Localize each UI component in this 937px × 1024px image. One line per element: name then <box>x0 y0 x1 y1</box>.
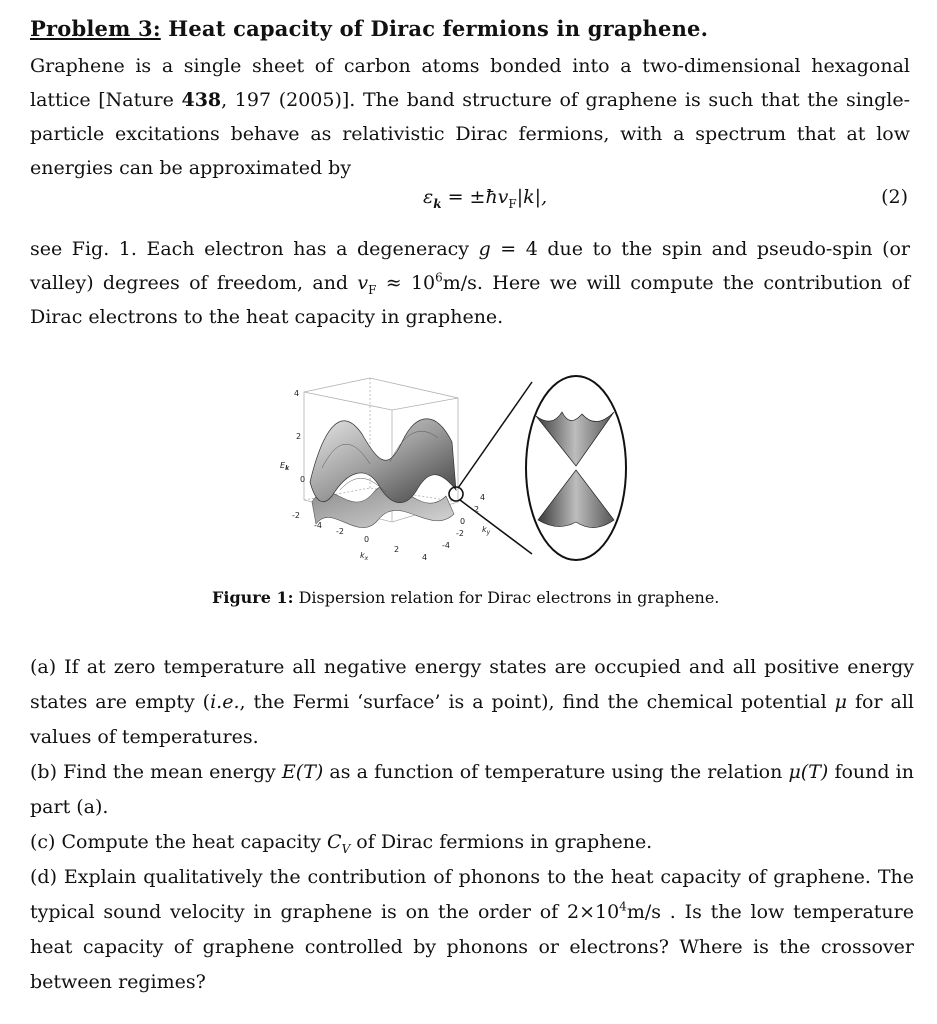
part-c-text-1: (c) Compute the heat capacity <box>30 831 328 853</box>
part-a <box>30 650 914 755</box>
z-tick: 4 <box>294 389 300 398</box>
part-b-text-2: as a function of temperature using the relation <box>323 761 789 783</box>
velocity-exponent: 6 <box>435 270 443 285</box>
ky-tick: -4 <box>442 541 450 550</box>
part-d <box>30 860 914 1000</box>
part-b <box>30 755 914 825</box>
equation-number: (2) <box>881 186 908 208</box>
part-a-text-1: (a) If at zero temperature all negative energy states are occupied and all positive energy states are empty ( <box>30 656 914 713</box>
part-c <box>30 825 914 860</box>
caption-label: Figure 1: <box>212 588 294 607</box>
follow-paragraph <box>30 232 910 334</box>
figure-caption <box>212 588 719 607</box>
dirac-cone-plot <box>270 372 660 582</box>
follow-text-4: m/s. Here we will compute the contribution of Dirac electrons to the heat capacity in graphene. <box>30 272 910 328</box>
eq-abs-k: |k|, <box>516 186 548 208</box>
heat-capacity-symbol: C <box>327 831 342 853</box>
conduction-band-surface <box>310 419 456 503</box>
intro-paragraph <box>30 49 910 185</box>
problem-parts <box>30 650 914 1000</box>
equation-2 <box>30 186 910 220</box>
fermi-velocity-symbol: v <box>357 272 369 294</box>
mu-of-t-symbol: μ(T) <box>788 761 829 783</box>
ky-tick: 0 <box>460 517 466 526</box>
ky-tick: 2 <box>474 505 480 514</box>
ky-tick: 4 <box>480 493 486 502</box>
kx-tick: -2 <box>336 527 344 536</box>
eq-F-subscript: F <box>508 196 517 211</box>
eq-k-subscript: k <box>433 196 442 211</box>
follow-text-2: = 4 due to the spin and pseudo-spin (or valley) degrees of freedom, and <box>30 238 911 294</box>
z-tick: 0 <box>300 475 306 484</box>
zoom-ellipse <box>526 376 626 560</box>
intro-text-2: , 197 (2005)]. The band structure of graphene is such that the single-particle excitations behave as relativistic Dirac fermions, with a spectrum that at low energies can be approximated by <box>30 89 911 179</box>
heat-capacity-subscript: V <box>341 841 351 856</box>
kx-tick: -4 <box>314 521 322 530</box>
journal-volume: 438 <box>181 89 222 111</box>
kx-axis-label: $k_x$ <box>360 551 369 562</box>
kx-tick: 2 <box>394 545 400 554</box>
eq-epsilon: ε <box>423 186 434 208</box>
follow-text-1: see Fig. 1. Each electron has a degeneracy <box>30 238 479 260</box>
intro-text-1: Graphene is a single sheet of carbon atoms bonded into a two-dimensional hexagonal lattice [Nature <box>30 55 910 111</box>
follow-text-3: ≈ 10 <box>376 272 436 294</box>
energy-axis-label: $E_k$ <box>280 461 290 472</box>
chemical-potential-symbol: μ <box>834 691 848 713</box>
ky-tick: -2 <box>456 529 464 538</box>
part-d-text-1: (d) Explain qualitatively the contribution of phonons to the heat capacity of graphene. The typical sound velocity in graphene is on the order of 2×10 <box>30 866 914 923</box>
z-tick: -2 <box>292 511 300 520</box>
eq-rhs: = ±ħv <box>441 186 509 208</box>
dispersion-equation <box>423 186 548 211</box>
part-b-text-1: (b) Find the mean energy <box>30 761 282 783</box>
part-d-text-2: m/s . Is the low temperature heat capacity of graphene controlled by phonons or electrons? Where is the crossover between regimes? <box>30 901 914 993</box>
sound-velocity-exponent: 4 <box>619 899 627 914</box>
problem-title: Heat capacity of Dirac fermions in graphene. <box>168 16 709 41</box>
part-a-text-2: , the Fermi ‘surface’ is a point), find the chemical potential <box>239 691 835 713</box>
part-a-text-3: for all values of temperatures. <box>30 691 914 748</box>
mean-energy-symbol: E(T) <box>281 761 324 783</box>
caption-text: Dispersion relation for Dirac electrons in graphene. <box>293 588 720 607</box>
zoom-line-top <box>458 382 532 488</box>
part-a-ie: i.e. <box>210 691 240 713</box>
degeneracy-symbol: g <box>478 238 491 260</box>
part-b-text-3: found in part (a). <box>30 761 914 818</box>
problem-number: Problem 3: <box>30 16 161 41</box>
problem-heading <box>30 16 708 41</box>
ky-axis-label: $k_y$ <box>482 525 491 536</box>
figure-1 <box>270 372 660 582</box>
z-tick: 2 <box>296 432 302 441</box>
kx-tick: 0 <box>364 535 370 544</box>
zoom-line-bottom <box>460 500 532 554</box>
kx-tick: 4 <box>422 553 428 562</box>
fermi-subscript: F <box>368 282 377 297</box>
part-c-text-2: of Dirac fermions in graphene. <box>350 831 653 853</box>
